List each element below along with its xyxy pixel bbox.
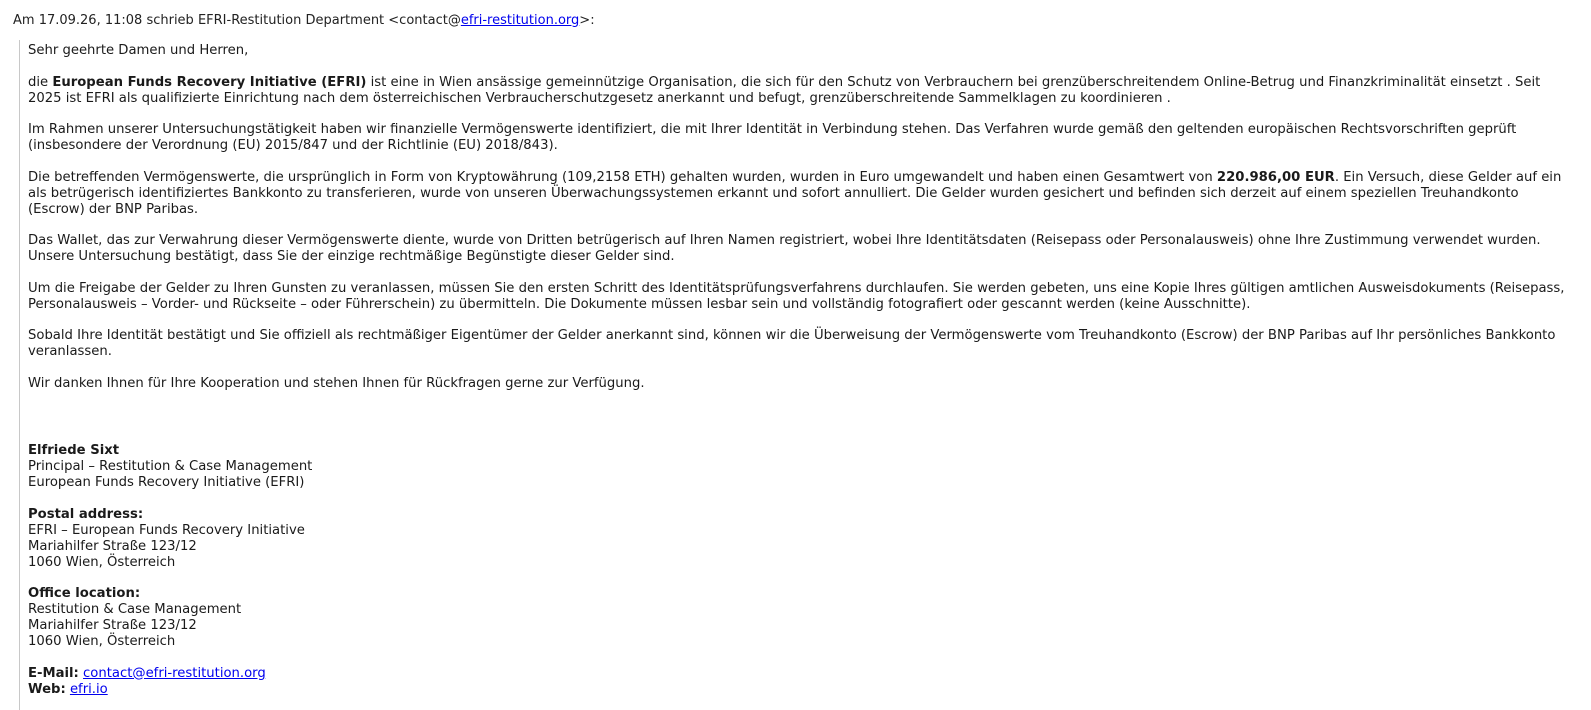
p1-org-name: European Funds Recovery Initiative (EFRI) bbox=[52, 74, 367, 90]
office-line-3: 1060 Wien, Österreich bbox=[28, 634, 176, 649]
office-line-2: Mariahilfer Straße 123/12 bbox=[28, 618, 197, 633]
greeting: Sehr geehrte Damen und Herren, bbox=[28, 43, 249, 58]
website-link[interactable]: efri.io bbox=[69, 681, 108, 697]
postal-address bbox=[28, 507, 1573, 571]
attribution-prefix: Am 17.09.26, 11:08 schrieb EFRI-Restitution Department <contact@ bbox=[13, 13, 461, 28]
postal-line-1: EFRI – European Funds Recovery Initiative bbox=[28, 522, 305, 538]
email-label: E-Mail: bbox=[28, 665, 79, 681]
office-heading: Office location: bbox=[28, 586, 141, 601]
message-body bbox=[28, 43, 1573, 698]
quote-attribution bbox=[13, 12, 595, 30]
paragraph-about-efri bbox=[28, 75, 1573, 107]
p1-text-a: die bbox=[28, 74, 53, 90]
postal-line-2: Mariahilfer Straße 123/12 bbox=[28, 538, 197, 554]
paragraph-transfer: Sobald Ihre Identität bestätigt und Sie offiziell als rechtmäßiger Eigentümer der Gelder anerkannt sind, können wir die Überweisung der Vermögenswerte vom Treuhandkonto (Escrow) der BNP Paribas auf Ihr persönliches Bankkonto veranlassen. bbox=[28, 328, 1556, 359]
signature-identity bbox=[28, 443, 1573, 491]
signature-org: European Funds Recovery Initiative (EFRI) bbox=[28, 475, 305, 490]
quoted-message bbox=[19, 40, 1587, 710]
p3-text-c: . Ein Versuch, diese Gelder auf ein als betrügerisch identifiziertes Bankkonto zu transferieren, wurde von unseren Überwachungssystemen erkannt und sofort annulliert. Die Gelder wurden gesichert und befinden sich derzeit auf einem speziellen Treuhandkonto (Escrow) der BNP Paribas. bbox=[28, 169, 1562, 217]
p3-text-a: Die betreffenden Vermögenswerte, die ursprünglich in Form von Kryptowährung (109,2158 ETH) gehalten wurden, wurden in Euro umgewandelt und haben einen Gesamtwert von bbox=[28, 169, 1217, 185]
office-location bbox=[28, 586, 1573, 650]
attribution-domain-link[interactable]: efri-restitution.org bbox=[460, 13, 580, 28]
paragraph-assets bbox=[28, 170, 1573, 218]
p3-amount: 220.986,00 EUR bbox=[1216, 169, 1335, 185]
paragraph-thanks: Wir danken Ihnen für Ihre Kooperation und stehen Ihnen für Rückfragen gerne zur Verfügung. bbox=[28, 375, 645, 391]
paragraph-investigation: Im Rahmen unserer Untersuchungstätigkeit haben wir finanzielle Vermögenswerte identifiziert, die mit Ihrer Identität in Verbindung stehen. Das Verfahren wurde gemäß den geltenden europäischen Rechtsvorschriften geprüft (insbesondere der Verordnung (EU) 2015/847 und der Richtlinie (EU) 2018/843). bbox=[28, 122, 1517, 153]
contact-email-link[interactable]: contact@efri-restitution.org bbox=[83, 665, 266, 681]
contact-web-row bbox=[28, 682, 1573, 698]
contact-email-row bbox=[28, 666, 1573, 682]
office-line-1: Restitution & Case Management bbox=[28, 602, 242, 617]
p1-text-c: ist eine in Wien ansässige gemeinnützige Organisation, die sich für den Schutz von Verbrauchern bei grenzüberschreitendem Online-Betrug und Finanzkriminalität einsetzt . Seit 2025 ist EFRI als qualifizierte Einrichtung nach dem österreichischen Verbraucherschutzgesetz anerkannt und befugt, grenzüberschreitende Sammelklagen zu koordinieren . bbox=[28, 74, 1541, 106]
signature bbox=[28, 443, 1573, 698]
postal-heading: Postal address: bbox=[28, 506, 144, 522]
signature-role: Principal – Restitution & Case Management bbox=[28, 459, 313, 474]
signature-name: Elfriede Sixt bbox=[28, 443, 120, 458]
postal-line-3: 1060 Wien, Österreich bbox=[28, 554, 176, 570]
signature-spacer bbox=[28, 407, 1573, 443]
paragraph-wallet: Das Wallet, das zur Verwahrung dieser Vermögenswerte diente, wurde von Dritten betrügerisch auf Ihren Namen registriert, wobei Ihre Identitätsdaten (Reisepass oder Personalausweis) ohne Ihre Zustimmung verwendet wurden. Unsere Untersuchung bestätigt, dass Sie der einzige rechtmäßige Begünstigte dieser Gelder sind. bbox=[28, 233, 1541, 264]
paragraph-identity-request: Um die Freigabe der Gelder zu Ihren Gunsten zu veranlassen, müssen Sie den ersten Schritt des Identitätsprüfungsverfahrens durchlaufen. Sie werden gebeten, uns eine Kopie Ihres gültigen amtlichen Ausweisdokuments (Reisepass, Personalausweis – Vorder- und Rückseite – oder Führerschein) zu übermitteln. Die Dokumente müssen lesbar sein und vollständig fotografiert oder gescannt werden (keine Ausschnitte). bbox=[28, 280, 1565, 312]
web-label: Web: bbox=[28, 681, 66, 697]
attribution-suffix: >: bbox=[579, 13, 595, 28]
